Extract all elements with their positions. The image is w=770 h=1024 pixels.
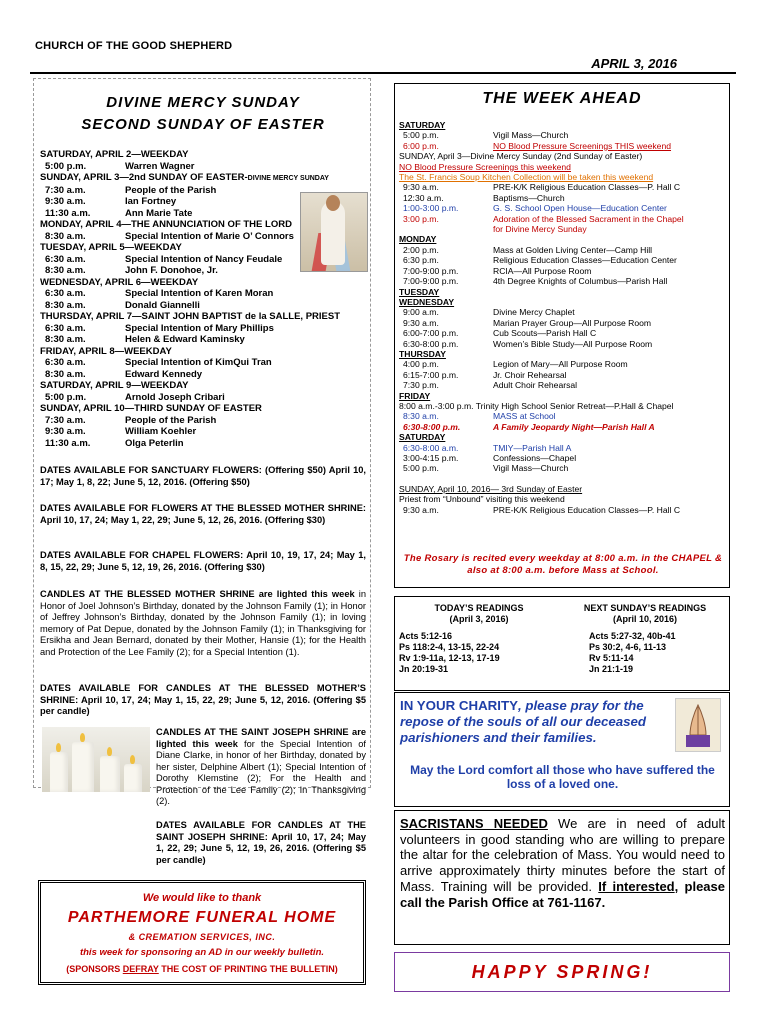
schedule-intention: 8:30 a.m. John F. Donohoe, Jr. [45,265,218,276]
week-event: 6:00-7:00 p.m. Cub Scouts—Parish Hall C [403,328,597,339]
week-event: 9:30 a.m. PRE-K/K Religious Education Classes—P. Hall C [403,504,681,515]
mass-intentions-schedule [40,149,366,449]
bulletin-date: APRIL 3, 2016 [591,56,677,71]
candles-intentions: in Honor of Joel Johnson’s Birthday, donated by the Johnson Family (1); in Honor of Jeffrey Johnson’s Birthday, donated by the Johnson Family (1); in loving memory of Pat Depue, donated by the Johnson Family (1); in Thanksgiving for Ersikha and Jean Bernard, donated by their Mother, Hansie (1); for the Health and Protection of the Lee Family (2); for a Special Intention (1). [40,589,366,657]
week-event: 12:30 a.m. Baptisms—Church [403,192,565,203]
week-event: 7:00-9:00 p.m. 4th Degree Knights of Columbus—Parish Hall [403,276,668,287]
week-event: 5:00 p.m. Vigil Mass—Church [403,463,569,474]
sacristans-box [394,810,730,945]
chapel-flowers-notice: DATES AVAILABLE FOR CHAPEL FLOWERS: April 10, 19, 17, 24; May 1, 8, 15, 22, 29; June 5, 12, 19, 26, 2016. (Offering $30) [40,550,366,572]
schedule-intention: 5:00 p.m. Arnold Joseph Cribari [45,391,225,403]
praying-hands-icon [675,698,721,752]
sunday-title: DIVINE MERCY SUNDAY [106,94,300,111]
week-event-line: The St. Francis Soup Kitchen Collection will be taken this weekend [399,172,654,183]
blessed-mother-flowers-notice: DATES AVAILABLE FOR FLOWERS AT THE BLESSED MOTHER SHRINE: April 10, 17, 24; May 1, 22, 29; June 5, 12, 26, 2016. (Offering $30) [40,503,366,525]
week-event: 7:00-9:00 p.m. RCIA—All Purpose Room [403,265,592,276]
schedule-day-heading: FRIDAY, APRIL 8—WEEKDAY [40,345,172,357]
header-rule [30,72,736,74]
week-event: 3:00-4:15 p.m. Confessions—Chapel [403,453,577,463]
sponsor-note: this week for sponsoring an AD in our weekly bulletin. [79,947,325,959]
rosary-notice: The Rosary is recited every weekday at 8:00 a.m. in the CHAPEL & also at 8:00 a.m. before Mass at School. [403,553,723,576]
schedule-day-heading: SATURDAY, APRIL 9—WEEKDAY [40,380,189,391]
saint-joseph-candle-dates: DATES AVAILABLE FOR CANDLES AT THE SAINT JOSEPH SHRINE: April 10, 17, 24; May 1, 22, 29; June 5, 12, 19, 26, 2016. (Offering $5 per candle) [156,820,366,865]
week-event-line: NO Blood Pressure Screenings this weekend [399,161,571,172]
week-day-heading: THURSDAY [399,348,446,359]
schedule-intention: 6:30 a.m. Special Intention of Karen Moran [45,288,274,299]
week-event: 6:15-7:00 p.m. Jr. Choir Rehearsal [403,369,567,380]
week-event: 1:00-3:00 p.m. G. S. School Open House—Education Center [403,203,667,214]
sj-candles-intentions: for the Special Intention of Diane Clarke, in honor of her Birthday, donated by her sister, Delphine Albert (1); Special Intention of Dorothy Klemstine (2); For the Health and Protection of the Lee Family (2); In Thanksgiving (2). [156,738,366,806]
schedule-day-heading: TUESDAY, APRIL 5—WEEKDAY [40,242,182,253]
schedule-day-heading: WEDNESDAY, APRIL 6—WEEKDAY [40,276,199,288]
week-event: 3:00 p.m. Adoration of the Blessed Sacrament in the Chapel [403,213,684,224]
week-event: 6:30-8:00 p.m. Women’s Bible Study—All Purpose Room [403,338,653,349]
church-name: CHURCH OF THE GOOD SHEPHERD [35,40,233,52]
week-day-heading: TUESDAY [399,286,440,297]
week-event-line: Priest from “Unbound” visiting this weekend [399,494,565,505]
week-event: 4:00 p.m. Legion of Mary—All Purpose Room [403,359,628,370]
week-day-heading: WEDNESDAY [399,296,455,307]
schedule-day-heading: SUNDAY, APRIL 10—THIRD SUNDAY OF EASTER [40,403,262,414]
schedule-intention: 7:30 a.m. People of the Parish [45,414,217,426]
schedule-intention: 8:30 a.m. Donald Giannelli [45,299,200,311]
week-event: 6:00 p.m. NO Blood Pressure Screenings THIS weekend [403,140,672,151]
sunday-subtitle: SECOND SUNDAY OF EASTER [81,116,325,133]
schedule-intention: 6:30 a.m. Special Intention of KimQui Tran [45,357,272,368]
sacristans-notice: SACRISTANS NEEDED We are in need of adult volunteers in good standing who are willing to prepare the altar for the celebration of Mass. You would need to arrive approximately thirty minutes before the start of Mass. Training will be provided. If interested, please call the Parish Office at 761-1167. [400,816,725,910]
next-readings-date: (April 10, 2016) [612,614,678,624]
saint-joseph-candles [156,727,366,808]
week-event: 8:30 a.m. MASS at School [403,411,556,422]
sponsor-box [38,880,366,985]
sanctuary-flowers-notice: DATES AVAILABLE FOR SANCTUARY FLOWERS: (Offering $50) April 10, 17; May 1, 8, 22; June 5, 12, 2016. (Offering $50) [40,465,366,487]
week-event: 9:00 a.m. Divine Mercy Chaplet [403,307,575,318]
blessed-mother-candle-dates: DATES AVAILABLE FOR CANDLES AT THE BLESSED MOTHER’S SHRINE: April 10, 17, 24; May 1, 15, 22, 29; June 5, 12, 2016. (Offering $5 per candle) [40,683,366,716]
week-event: 6:30-8:00 a.m. TMIY—Parish Hall A [403,442,572,453]
candles-heading: CANDLES AT THE BLESSED MOTHER SHRINE are lighted this week [40,589,355,599]
week-day-heading: FRIDAY [399,390,431,401]
schedule-day-heading: SATURDAY, APRIL 2—WEEKDAY [40,149,189,160]
next-sunday-readings: NEXT SUNDAY’S READINGS (April 10, 2016) Acts 5:27-32, 40b-41 Ps 30:2, 4-6, 11-13 Rv 5:11-14 Jn 21:1-19 [565,603,725,675]
schedule-day-heading: MONDAY, APRIL 4—THE ANNUNCIATION OF THE LORD [40,219,292,230]
schedule-intention: 11:30 a.m. Olga Peterlin [45,437,184,449]
week-event: 7:30 p.m. Adult Choir Rehearsal [403,380,578,391]
sponsor-services: & CREMATION SERVICES, INC. [128,932,276,943]
week-event: 5:00 p.m. Vigil Mass—Church [403,130,569,141]
week-ahead-schedule [399,120,727,515]
sponsor-name: PARTHEMORE FUNERAL HOME [67,908,337,926]
todays-readings-date: (April 3, 2016) [449,614,509,624]
schedule-intention: 9:30 a.m. William Koehler [45,426,197,437]
schedule-day-heading: SUNDAY, APRIL 3—2nd SUNDAY OF EASTER-DIVINE MERCY SUNDAY [40,172,329,183]
week-event-line: SUNDAY, April 3—Divine Mercy Sunday (2nd Sunday of Easter) [399,151,643,162]
schedule-intention: 5:00 p.m. Warren Wagner [45,160,195,172]
schedule-intention: 9:30 a.m. Ian Fortney [45,196,177,207]
sponsor-thanks: We would like to thank [142,892,262,904]
schedule-intention: 6:30 a.m. Special Intention of Mary Phillips [45,322,274,334]
week-event-line: 8:00 a.m.-3:00 p.m. Trinity High School Senior Retreat—P.Hall & Chapel [399,400,674,411]
week-day-heading: MONDAY [399,234,437,245]
week-event: 9:30 a.m. PRE-K/K Religious Education Classes—P. Hall C [403,182,681,193]
blessed-mother-candles [40,589,366,658]
next-readings-heading: NEXT SUNDAY’S READINGS [583,603,707,613]
week-day-heading: SATURDAY [399,432,446,443]
week-event: 2:00 p.m. Mass at Golden Living Center—Camp Hill [403,244,653,255]
schedule-intention: 11:30 a.m. Ann Marie Tate [45,207,193,219]
week-event-line: SUNDAY, April 10, 2016— 3rd Sunday of Easter [399,483,583,494]
schedule-intention: 6:30 a.m. Special Intention of Nancy Feudale [45,253,283,265]
week-event: 6:30-8:00 p.m. A Family Jeopardy Night—Parish Hall A [403,421,655,432]
todays-readings: TODAY’S READINGS (April 3, 2016) Acts 5:12-16 Ps 118:2-4, 13-15, 22-24 Rv 1:9-11a, 12-13, 17-19 Jn 20:19-31 [399,603,559,675]
week-ahead-title: THE WEEK AHEAD [482,90,642,107]
readings-box [394,596,730,691]
schedule-intention: 8:30 a.m. Helen & Edward Kaminsky [45,334,245,345]
sj-candles-heading: CANDLES AT THE SAINT JOSEPH SHRINE are lighted this week [156,727,366,749]
schedule-intention: 8:30 a.m. Special Intention of Marie O’ Connors [45,230,294,242]
schedule-intention: 7:30 a.m. People of the Parish [45,184,217,196]
week-event: 6:30 p.m. Religious Education Classes—Education Center [403,255,677,266]
week-event: 9:30 a.m. Marian Prayer Group—All Purpose Room [403,317,652,328]
week-event: for Divine Mercy Sunday [493,224,587,235]
charity-box [394,692,730,807]
week-day-heading: SATURDAY [399,120,446,130]
schedule-intention: 8:30 a.m. Edward Kennedy [45,368,203,380]
candles-image [42,727,150,792]
schedule-day-heading: THURSDAY, APRIL 7—SAINT JOHN BAPTIST de la SALLE, PRIEST [40,311,341,322]
happy-spring-box [394,952,730,992]
todays-readings-heading: TODAY’S READINGS [434,603,524,613]
comfort-message: May the Lord comfort all those who have suffered the loss of a loved one. [410,763,715,791]
charity-prayer: IN YOUR CHARITY, please pray for the repose of the souls of all our deceased parishioners and their families. [400,698,647,745]
happy-spring-text: HAPPY SPRING! [471,962,653,982]
sponsor-defray: (SPONSORS DEFRAY THE COST OF PRINTING THE BULLETIN) [66,964,338,975]
